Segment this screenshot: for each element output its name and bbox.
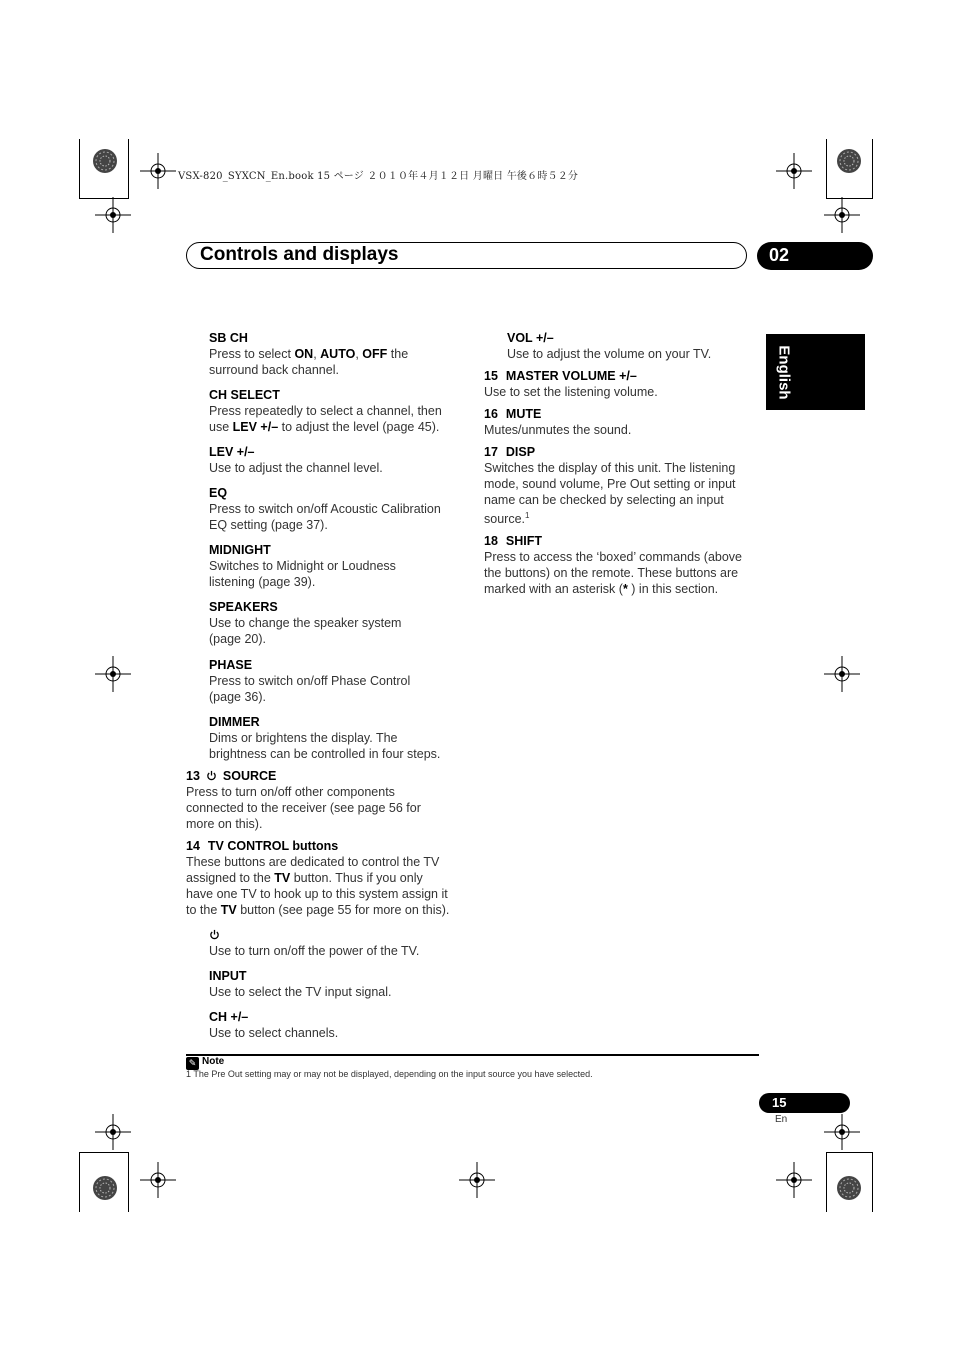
file-header: VSX-820_SYXCN_En.book 15 ページ ２０１０年４月１２日 月曜日 午後６時５２分: [178, 171, 579, 182]
registration-crosshair-icon: [776, 153, 812, 189]
right-column: [484, 330, 759, 597]
entry-heading: PHASE: [209, 658, 253, 672]
entry-heading: DIMMER: [209, 715, 260, 729]
note-divider: [186, 1054, 759, 1056]
entry-body: Dims or brightens the display. The: [209, 731, 398, 745]
registration-crosshair-icon: [824, 656, 860, 692]
entry-body: the buttons) on the remote. These buttons are: [484, 566, 739, 581]
entry-body: Use to select channels.: [209, 1026, 339, 1040]
entry-heading: [484, 533, 759, 549]
entry-heading: [186, 838, 476, 854]
entry-ch: [186, 1009, 476, 1041]
text-run: ) in this section.: [627, 582, 719, 597]
entry-body: [209, 346, 476, 362]
note-icon: ✎: [186, 1057, 199, 1070]
registration-crosshair-icon: [95, 656, 131, 692]
entry-vol: [484, 330, 759, 362]
entry-number: 15: [484, 369, 498, 383]
entry-disp: [484, 444, 759, 527]
entry-body: (page 20).: [209, 632, 266, 646]
entry-heading-text: SOURCE: [222, 769, 277, 783]
entry-heading: [484, 368, 759, 384]
entry-body: [484, 581, 759, 597]
entry-heading: MIDNIGHT: [209, 543, 271, 557]
language-tab-label: English: [775, 344, 793, 400]
registration-crosshair-icon: [824, 197, 860, 233]
note-label: Note: [202, 1056, 225, 1067]
entry-heading-text: DISP: [505, 445, 536, 459]
footnote-ref[interactable]: 1: [525, 511, 530, 520]
entry-speakers: [186, 599, 476, 647]
registration-crosshair-icon: [824, 1114, 860, 1150]
entry-body: [186, 870, 476, 886]
entry-input: [186, 968, 476, 1000]
entry-shift: [484, 533, 759, 597]
entry-heading: LEV +/–: [209, 445, 255, 459]
text-run: to the: [186, 903, 221, 917]
power-icon: [209, 927, 476, 943]
text-run: to adjust the level (page 45).: [278, 420, 440, 434]
entry-heading-text: MUTE: [505, 407, 542, 421]
text-run: use: [209, 420, 233, 434]
entry-heading: SB CH: [209, 331, 248, 345]
text-run: button. Thus if you only: [290, 871, 423, 885]
registration-rosette-icon: [836, 1175, 862, 1201]
text-bold: TV: [220, 903, 237, 917]
entry-body: mode, sound volume, Pre Out setting or input: [484, 477, 736, 491]
text-bold: LEV +/–: [232, 420, 279, 434]
chapter-number: 02: [769, 245, 790, 265]
entry-heading: EQ: [209, 486, 228, 500]
entry-body: surround back channel.: [209, 363, 339, 377]
page-title: Controls and displays: [200, 244, 399, 265]
text-bold: OFF: [362, 347, 388, 361]
entry-body: brightness can be controlled in four steps.: [209, 747, 441, 761]
registration-crosshair-icon: [776, 1162, 812, 1198]
text-run: marked with an asterisk (: [484, 582, 623, 597]
entry-body: (page 36).: [209, 690, 266, 704]
entry-body: Press repeatedly to select a channel, then: [209, 404, 442, 418]
page-number: 15: [772, 1095, 787, 1110]
entry-body: [484, 508, 759, 527]
entry-sb-ch: [186, 330, 476, 378]
entry-body: Use to select the TV input signal.: [209, 985, 392, 999]
entry-ch-select: [186, 387, 476, 435]
entry-midnight: [186, 542, 476, 590]
entry-body: more on this).: [186, 817, 263, 831]
registration-crosshair-icon: [459, 1162, 495, 1198]
entry-body: Press to switch on/off Acoustic Calibration: [209, 502, 441, 516]
registration-crosshair-icon: [95, 1114, 131, 1150]
text-run: ,: [355, 347, 363, 361]
entry-body: Press to switch on/off Phase Control: [209, 674, 411, 688]
registration-rosette-icon: [836, 148, 862, 174]
text-run: source.: [484, 512, 525, 527]
entry-body: [209, 419, 476, 435]
language-tab-label-wrap: [766, 334, 802, 410]
entry-body: connected to the receiver (see page 56 for: [186, 801, 421, 815]
text-run: ,: [313, 347, 321, 361]
entry-heading: VOL +/–: [507, 331, 554, 345]
entry-heading: [484, 444, 759, 460]
entry-source: [186, 768, 476, 832]
entry-body: EQ setting (page 37).: [209, 518, 328, 532]
entry-number: 18: [484, 534, 498, 549]
registration-crosshair-icon: [140, 153, 176, 189]
entry-body: Press to access the ‘boxed’ commands (above: [484, 550, 742, 565]
text-bold: TV: [274, 871, 291, 885]
footnote: 1 The Pre Out setting may or may not be displayed, depending on the input source you have selected.: [186, 1069, 593, 1079]
entry-heading: [186, 768, 476, 784]
entry-number: 14: [186, 839, 200, 853]
entry-heading: SPEAKERS: [209, 600, 278, 614]
power-icon: [200, 768, 223, 784]
asterisk-mark: *: [622, 582, 628, 597]
entry-number: 16: [484, 407, 498, 421]
text-bold: ON: [294, 347, 314, 361]
entry-heading: INPUT: [209, 969, 247, 983]
entry-heading: [484, 406, 759, 422]
entry-mute: [484, 406, 759, 438]
entry-heading-text: TV CONTROL buttons: [207, 839, 339, 853]
page-language: En: [775, 1114, 788, 1125]
entry-body: name can be checked by selecting an input: [484, 493, 724, 507]
text-run: button (see page 55 for more on this).: [236, 903, 450, 917]
entry-lev: [186, 444, 476, 476]
entry-tv-control: [186, 838, 476, 918]
entry-body: Mutes/unmutes the sound.: [484, 423, 632, 437]
registration-rosette-icon: [92, 1175, 118, 1201]
entry-body: Switches to Midnight or Loudness: [209, 559, 396, 573]
entry-heading-text: MASTER VOLUME +/–: [505, 369, 637, 383]
entry-body: Use to adjust the channel level.: [209, 461, 383, 475]
entry-body: Use to turn on/off the power of the TV.: [209, 944, 420, 958]
entry-tv-power: [186, 927, 476, 959]
entry-body: Use to change the speaker system: [209, 616, 402, 630]
text-bold: AUTO: [320, 347, 356, 361]
registration-crosshair-icon: [140, 1162, 176, 1198]
registration-crosshair-icon: [95, 197, 131, 233]
entry-body: Press to turn on/off other components: [186, 785, 395, 799]
entry-number: 17: [484, 445, 498, 459]
entry-master-volume: [484, 368, 759, 400]
entry-body: Use to set the listening volume.: [484, 385, 658, 399]
registration-rosette-icon: [92, 148, 118, 174]
entry-body: have one TV to hook up to this system assign it: [186, 887, 448, 901]
text-run: Press to select: [209, 347, 295, 361]
entry-eq: [186, 485, 476, 533]
entry-heading: CH SELECT: [209, 388, 280, 402]
entry-body: Switches the display of this unit. The listening: [484, 461, 736, 475]
entry-body: Use to adjust the volume on your TV.: [507, 347, 712, 361]
entry-dimmer: [186, 714, 476, 762]
entry-body: These buttons are dedicated to control the TV: [186, 855, 440, 869]
entry-heading-text: SHIFT: [505, 534, 543, 549]
text-run: assigned to the: [186, 871, 275, 885]
entry-body: [186, 902, 476, 918]
entry-phase: [186, 657, 476, 705]
left-column: [186, 330, 476, 1041]
entry-body: listening (page 39).: [209, 575, 316, 589]
entry-heading: CH +/–: [209, 1010, 249, 1024]
entry-number: 13: [186, 769, 200, 783]
text-run: the: [387, 347, 409, 361]
